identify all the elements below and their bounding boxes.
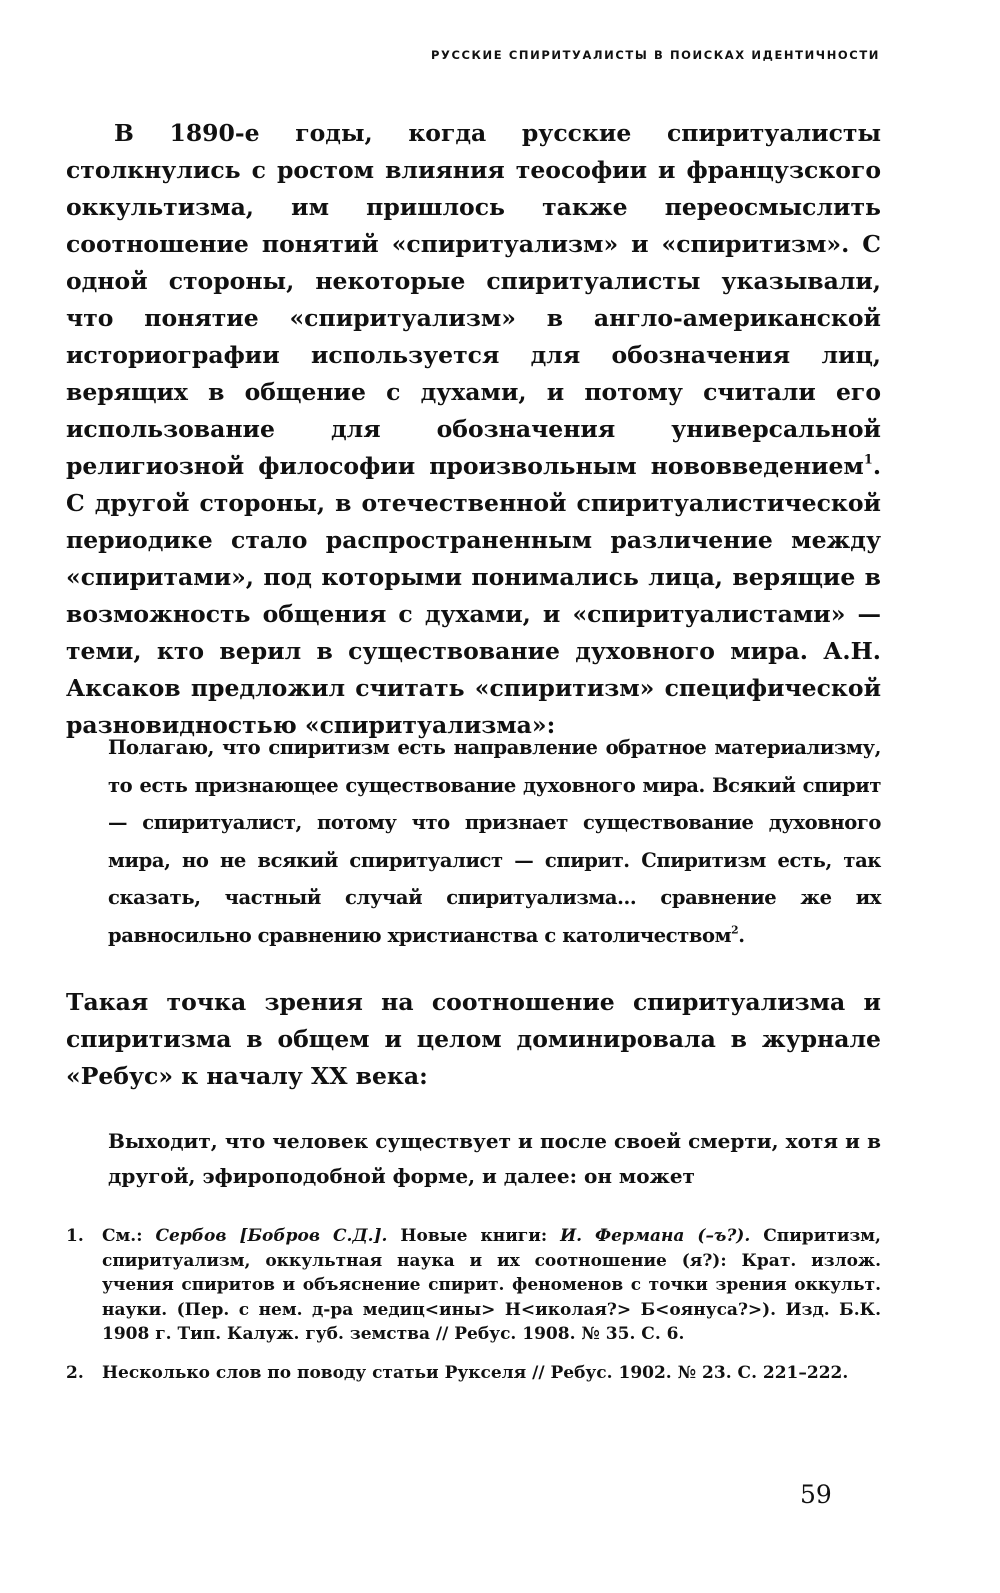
- block-quote-2: [108, 1124, 881, 1194]
- footnote-ref-2[interactable]: 2: [731, 922, 739, 936]
- quote-1-text: Полагаю, что спиритизм есть направление обратное материализму, то есть признающее существование духовного мира. Всякий спирит — спиритуалист, потому что признает существование духовного мира, но не всякий спиритуалист — спирит. Спиритизм есть, так сказать, частный случай спиритуализма... сравнение же их равносильно сравнению христианства с католичеством: [108, 736, 881, 947]
- footnote-author: Сербов [Бобров С.Д.].: [155, 1226, 388, 1246]
- footnote-number: 2.: [66, 1362, 84, 1383]
- footnote-text: Несколько слов по поводу статьи Рукселя // Ребус. 1902. № 23. С. 221–222.: [102, 1362, 849, 1383]
- body-paragraph-1: [66, 115, 881, 744]
- quote-2-text: Выходит, что человек существует и после своей смерти, хотя и в другой, эфироподобной форме, и далее: он может: [108, 1129, 881, 1188]
- footnote-number: 1.: [66, 1226, 84, 1246]
- quote-1-end: .: [738, 923, 745, 947]
- body-paragraph-2: [66, 984, 881, 1095]
- footnote-rest: Спиритизм, спиритуализм, оккультная наука и их соотношение (я?): Крат. излож. учения спиритов и объяснение спирит. феноменов с точки зрения оккульт. науки. (Пер. с нем. д-ра медиц<ины> Н<иколая?> Б<оянуса?>). Изд. Б.К. 1908 г. Тип. Калуж. губ. земства // Ребус. 1908. № 35. С. 6.: [102, 1226, 881, 1344]
- footnote-ref-1[interactable]: 1: [863, 452, 873, 468]
- footnote-text: [102, 1224, 881, 1347]
- running-head: РУССКИЕ СПИРИТУАЛИСТЫ В ПОИСКАХ ИДЕНТИЧНОСТИ: [430, 48, 880, 62]
- footnote-1: [66, 1224, 881, 1347]
- paragraph-2-text: Такая точка зрения на соотношение спиритуализма и спиритизма в общем и целом доминировала в журнале «Ребус» к началу XX века:: [66, 988, 881, 1090]
- footnote-2: [66, 1361, 881, 1386]
- block-quote-1: [108, 729, 881, 954]
- page-number: 59: [800, 1480, 832, 1509]
- footnote-middle: Новые книги:: [387, 1226, 561, 1246]
- footnote-author-2: И. Фермана (–ъ?).: [560, 1226, 751, 1246]
- paragraph-1-text: В 1890-е годы, когда русские спиритуалисты столкнулись с ростом влияния теософии и французского оккультизма, им пришлось также переосмыслить соотношение понятий «спиритуализм» и «спиритизм». С одной стороны, некоторые спиритуалисты указывали, что понятие «спиритуализм» в англо-американской историографии используется для обозначения лиц, верящих в общение с духами, и потому считали его использование для обозначения универсальной религиозной философии произвольным нововведением: [66, 119, 881, 480]
- footnotes: [66, 1224, 881, 1399]
- footnote-prefix: См.:: [102, 1226, 156, 1246]
- paragraph-1-continuation: . С другой стороны, в отечественной спиритуалистической периодике стало распространенным различение между «спиритами», под которыми понимались лица, верящие в возможность общения с духами, и «спиритуалистами» — теми, кто верил в существование духовного мира. А.Н. Аксаков предложил считать «спиритизм» специфической разновидностью «спиритуализма»:: [66, 452, 881, 739]
